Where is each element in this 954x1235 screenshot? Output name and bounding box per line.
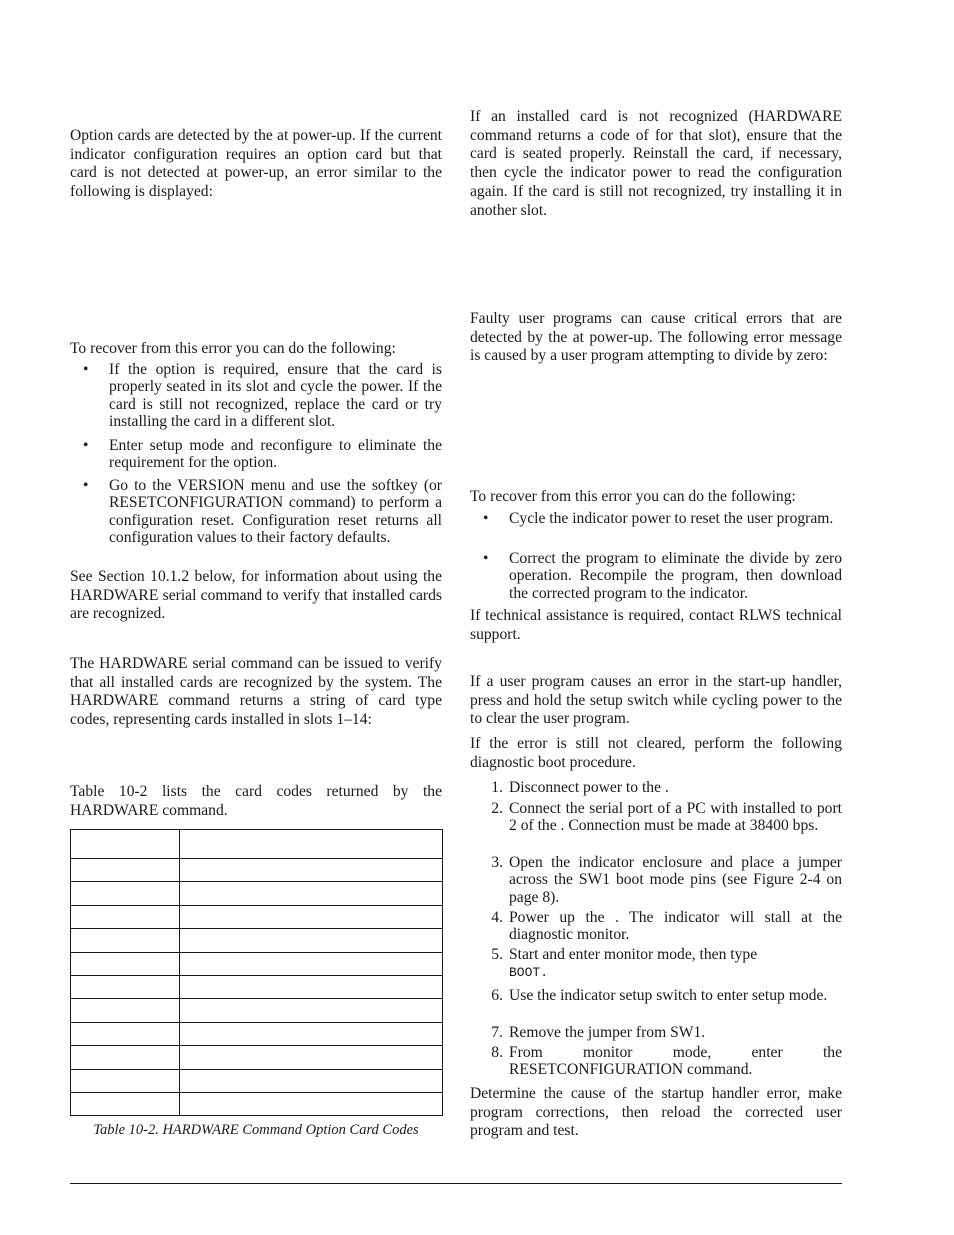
footer-divider	[70, 1183, 842, 1184]
table-row	[71, 1092, 443, 1115]
table-row	[71, 952, 443, 975]
table-row	[71, 929, 443, 952]
technical-support-paragraph: If technical assistance is required, contact RLWS technical support.	[470, 607, 842, 643]
closing-paragraph: Determine the cause of the startup handler error, make program corrections, then reload the corrected user program and test.	[470, 1085, 842, 1140]
table-header-row	[71, 830, 443, 859]
table-row	[71, 905, 443, 928]
bullet-icon: •	[483, 510, 489, 527]
bullet-icon: •	[83, 477, 89, 494]
recovery-intro: To recover from this error you can do the following:	[470, 488, 796, 505]
table-row	[71, 999, 443, 1022]
recovery-intro: To recover from this error you can do the following:	[70, 340, 396, 357]
startup-handler-paragraph: If a user program causes an error in the start-up handler, press and hold the setup switch while cycling power to the to clear the user program.	[470, 673, 842, 728]
card-not-recognized-paragraph: If an installed card is not recognized (HARDWARE command returns a code of for that slot), ensure that the card is seated properly. Reinstall the card, if necessary, then cycle the indicator power to read the configuration again. If the card is still not recognized, try installing it in another slot.	[470, 108, 842, 219]
table-caption: Table 10-2. HARDWARE Command Option Card Codes	[93, 1122, 419, 1138]
bullet-icon: •	[83, 437, 89, 454]
table-row	[71, 882, 443, 905]
hardware-command-paragraph: The HARDWARE serial command can be issued to verify that all installed cards are recognized by the system. The HARDWARE command returns a string of card type codes, representing cards installed in slots 1–14:	[70, 655, 442, 729]
bullet-icon: •	[83, 361, 89, 378]
table-row	[71, 975, 443, 998]
card-codes-table	[70, 829, 443, 1116]
section-reference: See Section 10.1.2 below, for information about using the HARDWARE serial command to verify that installed cards are recognized.	[70, 568, 442, 623]
diagnostic-boot-intro: If the error is still not cleared, perform the following diagnostic boot procedure.	[470, 735, 842, 771]
intro-paragraph: Option cards are detected by the at power-up. If the current indicator configuration requires an option card but that card is not detected at power-up, an error similar to the following is displayed:	[70, 127, 442, 201]
table-row	[71, 859, 443, 882]
table-intro: Table 10-2 lists the card codes returned by the HARDWARE command.	[70, 783, 442, 819]
table-row	[71, 1022, 443, 1045]
table-row	[71, 1046, 443, 1069]
table-row	[71, 1069, 443, 1092]
boot-command: BOOT.	[509, 965, 549, 981]
faulty-programs-paragraph: Faulty user programs can cause critical errors that are detected by the at power-up. The following error message is caused by a user program attempting to divide by zero:	[470, 310, 842, 365]
bullet-icon: •	[483, 550, 489, 567]
